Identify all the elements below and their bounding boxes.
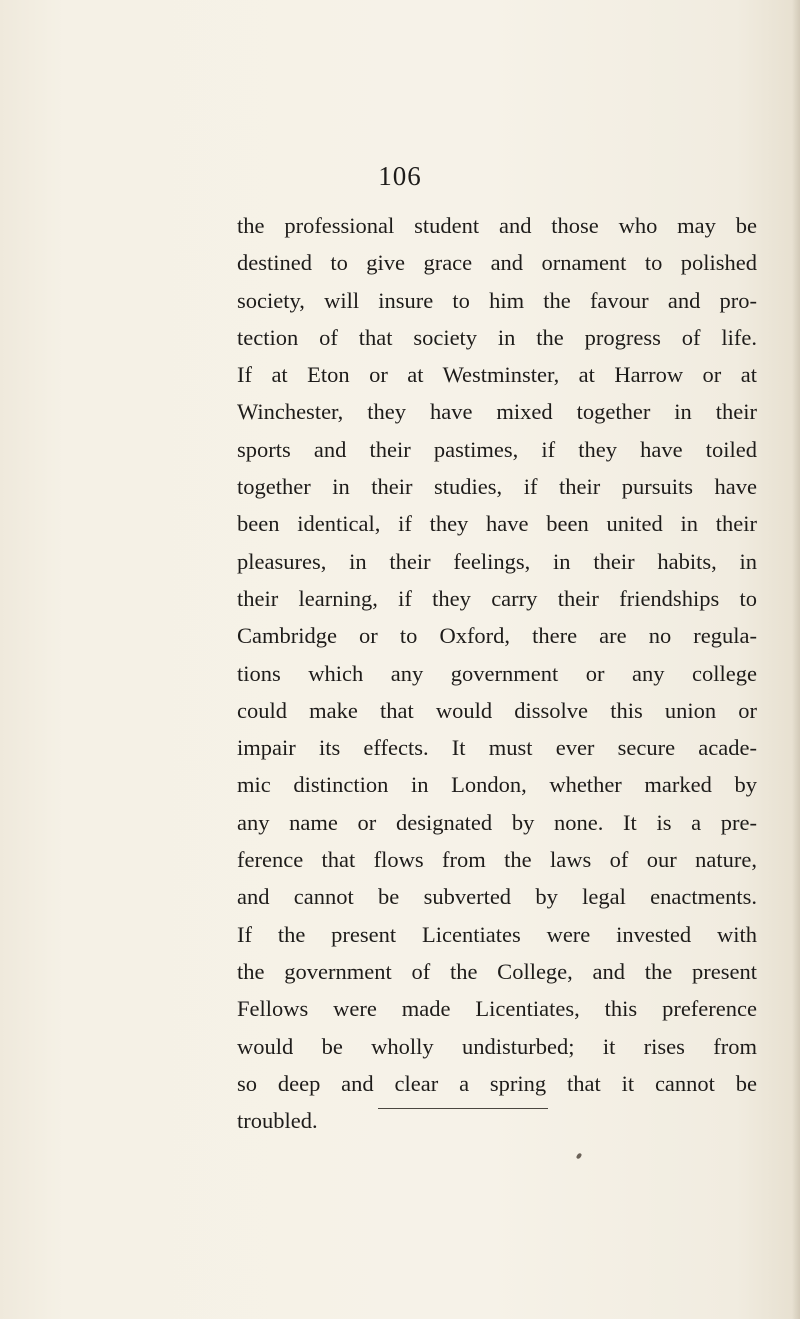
ink-speck bbox=[576, 1152, 582, 1159]
text-line: mic distinction in London, whether marked by bbox=[237, 772, 757, 798]
text-line: any name or designated by none. It is a pre- bbox=[237, 809, 757, 835]
text-line: society, will insure to him the favour and pro- bbox=[237, 287, 757, 313]
text-line: been identical, if they have been united in their bbox=[237, 511, 757, 537]
text-line: pleasures, in their feelings, in their habits, in bbox=[237, 548, 757, 574]
text-line: ference that flows from the laws of our nature, bbox=[237, 847, 757, 873]
text-line: tection of that society in the progress of life. bbox=[237, 324, 757, 350]
text-line: together in their studies, if their pursuits have bbox=[237, 474, 757, 500]
text-line: Fellows were made Licentiates, this preference bbox=[237, 996, 757, 1022]
text-line: and cannot be subverted by legal enactments. bbox=[237, 884, 757, 910]
text-line: If at Eton or at Westminster, at Harrow or at bbox=[237, 362, 757, 388]
page-edge-shadow bbox=[792, 0, 800, 1319]
text-line: If the present Licentiates were invested with bbox=[237, 921, 757, 947]
text-line: destined to give grace and ornament to polished bbox=[237, 250, 757, 276]
body-text bbox=[237, 207, 757, 1139]
page-number: 106 bbox=[378, 161, 422, 191]
text-line: troubled. bbox=[237, 1108, 318, 1134]
text-line: impair its effects. It must ever secure acade- bbox=[237, 735, 757, 761]
text-line: Winchester, they have mixed together in their bbox=[237, 399, 757, 425]
text-line: tions which any government or any college bbox=[237, 660, 757, 686]
text-line: Cambridge or to Oxford, there are no regula- bbox=[237, 623, 757, 649]
text-line: so deep and clear a spring that it cannot be bbox=[237, 1070, 757, 1096]
text-line: their learning, if they carry their friendships to bbox=[237, 585, 757, 611]
text-line: the government of the College, and the present bbox=[237, 958, 757, 984]
text-line: would be wholly undisturbed; it rises from bbox=[237, 1033, 757, 1059]
text-line: sports and their pastimes, if they have toiled bbox=[237, 436, 757, 462]
text-line: could make that would dissolve this union or bbox=[237, 697, 757, 723]
text-line: the professional student and those who may be bbox=[237, 213, 757, 238]
section-end-rule bbox=[378, 1108, 548, 1109]
